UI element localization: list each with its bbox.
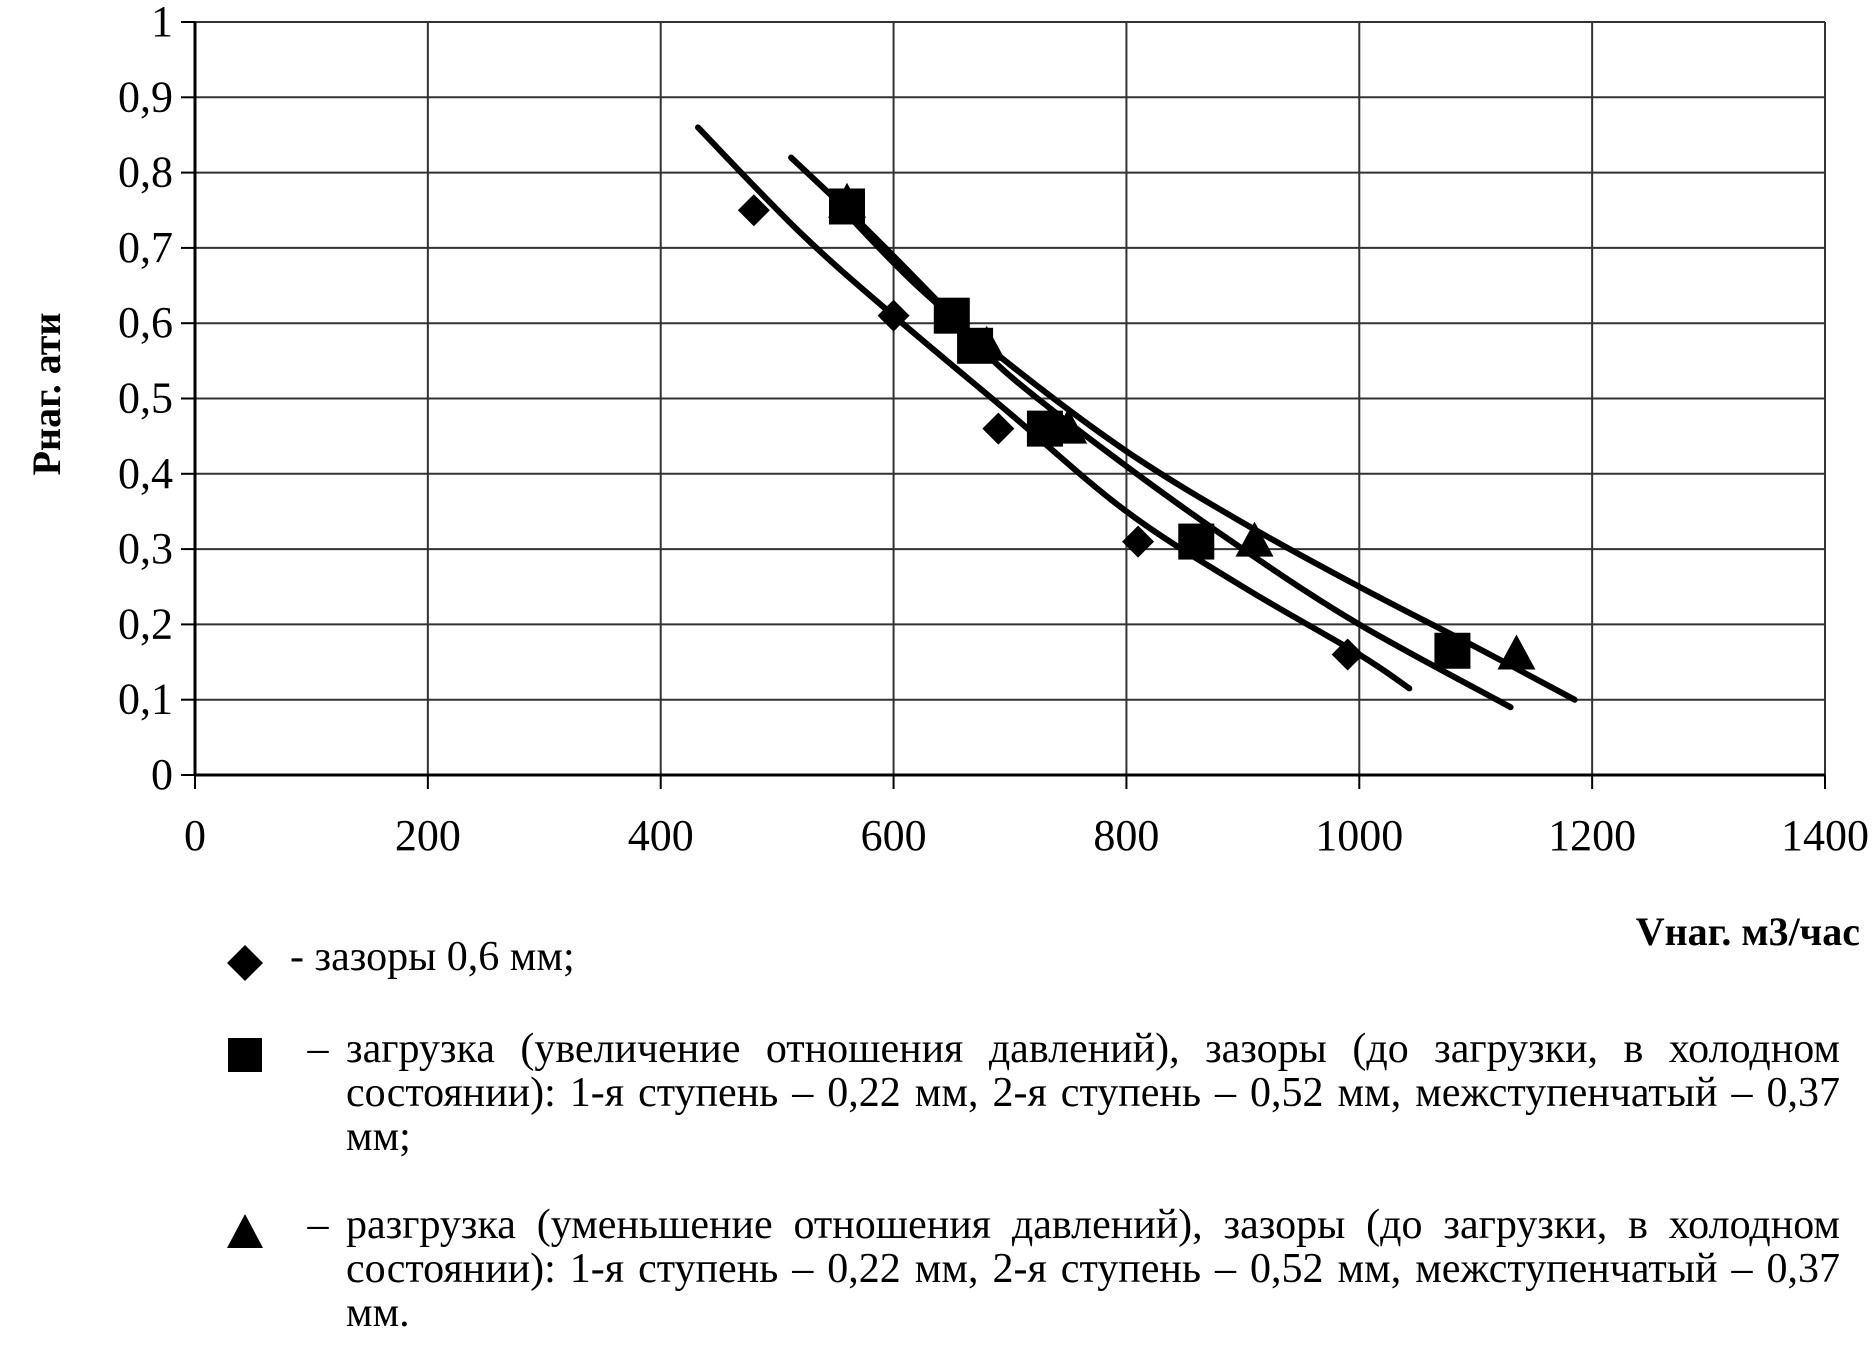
x-tick-label: 800: [1093, 811, 1160, 860]
legend-dash-square: –: [307, 1026, 329, 1072]
x-tick-label: 400: [627, 811, 694, 860]
x-tick-label: 1000: [1315, 811, 1404, 860]
x-tick-label: 0: [184, 811, 206, 860]
y-tick-label: 0,7: [118, 222, 173, 272]
y-tick-label: 0,5: [118, 373, 173, 423]
y-tick-label: 0: [151, 750, 173, 799]
legend-dash-triangle: –: [307, 1202, 329, 1248]
square-point: [1434, 633, 1470, 669]
legend-item-square: [200, 1027, 1840, 1159]
y-tick-label: 0,8: [118, 147, 173, 197]
diamond-point: [982, 413, 1014, 445]
triangle-marker-icon: [225, 1211, 265, 1251]
x-tick-label: 1400: [1781, 811, 1869, 860]
y-tick-label: 0,6: [118, 298, 173, 348]
legend: [200, 935, 1840, 1335]
legend-text-diamond: - зазоры 0,6 мм;: [290, 934, 575, 980]
y-tick-labels: [118, 0, 173, 799]
data-points: [738, 183, 1536, 671]
y-tick-label: 0,4: [118, 448, 173, 498]
y-tick-label: 0,3: [118, 524, 173, 574]
y-tick-label: 0,2: [118, 599, 173, 649]
legend-text-square: загрузка (увеличение отношения давлений), зазоры (до загрузки, в холодном состоянии): 1-я ступень – 0,22 мм, 2-я ступень – 0,52 мм, межступенчатый – 0,37 мм;: [346, 1026, 1840, 1160]
square-point: [1178, 524, 1214, 560]
diamond-marker-icon: [225, 943, 265, 983]
x-axis-label: Vнаг. м3/час: [1635, 909, 1860, 954]
x-tick-label: 1200: [1548, 811, 1637, 860]
x-tick-labels: [184, 811, 1869, 860]
y-tick-label: 1: [151, 0, 173, 46]
square-marker-icon: [225, 1035, 265, 1075]
trend-line-triangle: [847, 214, 1575, 700]
x-tick-label: 200: [394, 811, 461, 860]
legend-item-diamond: [200, 935, 1840, 983]
x-tick-label: 600: [860, 811, 927, 860]
triangle-point: [1497, 635, 1535, 670]
legend-item-triangle: [200, 1203, 1840, 1335]
y-axis-label: Рнаг. ати: [24, 312, 69, 476]
y-tick-label: 0,9: [118, 72, 173, 122]
legend-text-triangle: разгрузка (уменьшение отношения давлений), зазоры (до загрузки, в холодном состоянии): 1-я ступень – 0,22 мм, 2-я ступень – 0,52 мм, межступенчатый – 0,37 мм.: [346, 1202, 1840, 1336]
y-tick-label: 0,1: [118, 674, 173, 724]
